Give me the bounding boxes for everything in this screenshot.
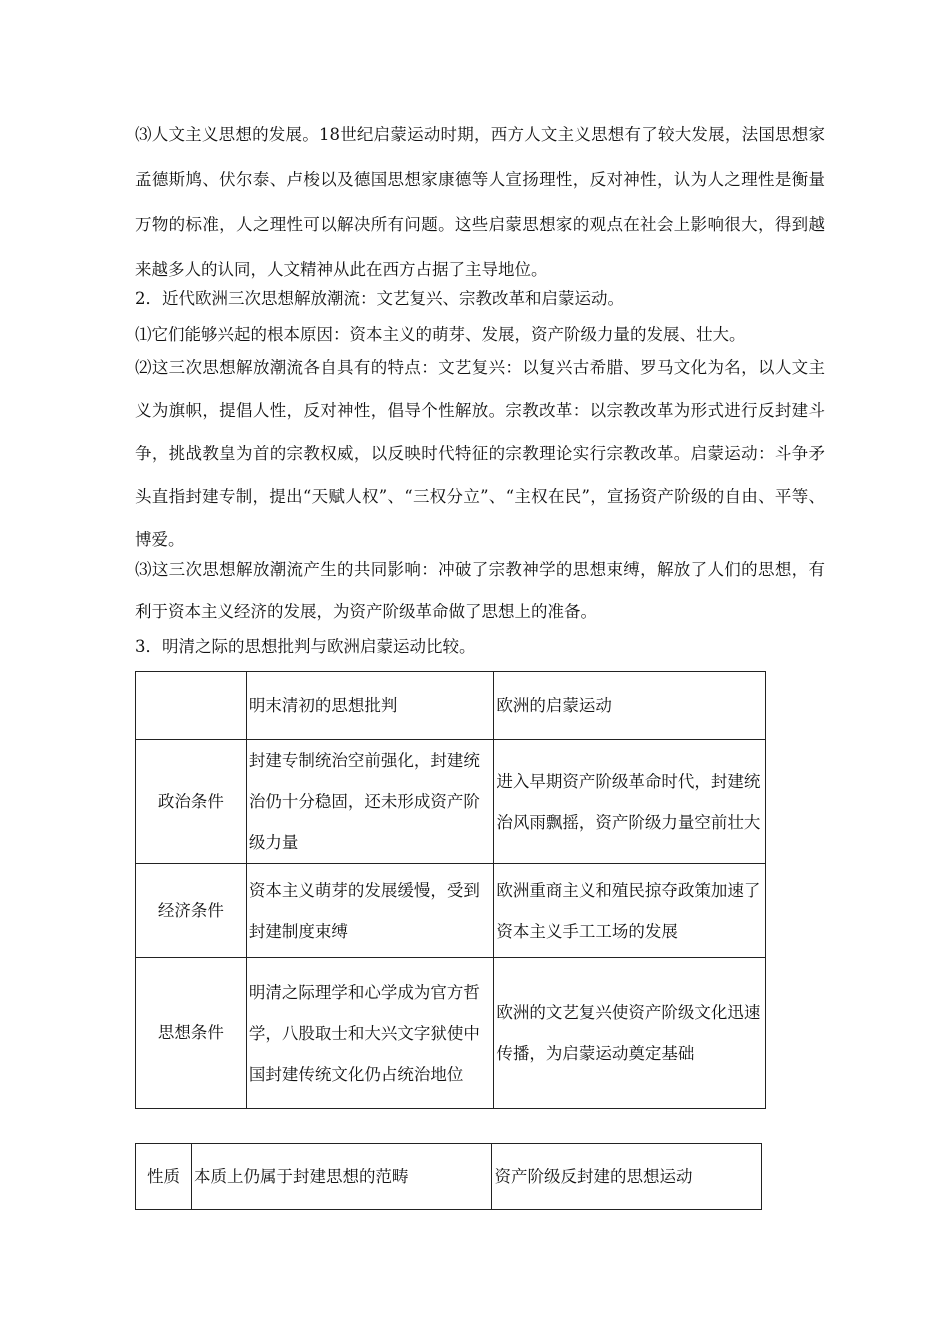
row-label-political: 政治条件 [136, 740, 247, 864]
cell-ming-qing-economic [246, 864, 494, 958]
table-row [136, 864, 766, 958]
row-label-nature: 性质 [136, 1144, 192, 1210]
table-header-row [136, 672, 766, 740]
comparison-table [135, 671, 766, 1109]
cell-europe-economic [494, 864, 766, 958]
nature-table [135, 1143, 762, 1210]
cell-ming-qing-ideological [246, 958, 494, 1109]
cell-text: 封建专制统治空前强化，封建统治仍十分稳固，还未形成资产阶级力量 [248, 751, 480, 852]
header-europe: 欧洲的启蒙运动 [494, 672, 766, 740]
cell-text: 明清之际理学和心学成为官方哲学，八股取士和大兴文字狱使中国封建传统文化仍占统治地位 [248, 982, 480, 1084]
table-row [136, 958, 766, 1109]
item2-point1: ⑴它们能够兴起的根本原因：资本主义的萌芽、发展，资产阶级力量的发展、壮大。 [135, 325, 746, 344]
header-empty-cell [136, 672, 247, 740]
row-label-economic: 经济条件 [136, 864, 247, 958]
header-ming-qing: 明末清初的思想批判 [246, 672, 494, 740]
cell-text: 资本主义萌芽的发展缓慢，受到封建制度束缚 [248, 880, 480, 941]
item2-point3: ⑶这三次思想解放潮流产生的共同影响：冲破了宗教神学的思想束缚，解放了人们的思想，有利于资本主义经济的发展，为资产阶级革命做了思想上的准备。 [135, 560, 825, 621]
cell-text: 欧洲的文艺复兴使资产阶级文化迅速传播，为启蒙运动奠定基础 [496, 1003, 761, 1063]
table-row [136, 1144, 762, 1210]
cell-ming-qing-political [246, 740, 494, 864]
paragraph-humanism: ⑶人文主义思想的发展。18世纪启蒙运动时期，西方人文主义思想有了较大发展，法国思想家孟德斯鸠、伏尔泰、卢梭以及德国思想家康德等人宣扬理性，反对神性，认为人之理性是衡量万物的标准，人之理性可以解决所有问题。这些启蒙思想家的观点在社会上影响很大，得到越来越多人的认同，人文精神从此在西方占据了主导地位。 [135, 125, 825, 279]
cell-europe-political [494, 740, 766, 864]
cell-text: 进入早期资产阶级革命时代，封建统治风雨飘摇，资产阶级力量空前壮大 [496, 771, 761, 832]
item3-heading: 3．明清之际的思想批判与欧洲启蒙运动比较。 [135, 637, 476, 656]
cell-europe-ideological [494, 958, 766, 1109]
item2-heading: 2．近代欧洲三次思想解放潮流：文艺复兴、宗教改革和启蒙运动。 [135, 289, 624, 308]
item2-point2: ⑵这三次思想解放潮流各自具有的特点：文艺复兴：以复兴古希腊、罗马文化为名，以人文主义为旗帜，提倡人性，反对神性，倡导个性解放。宗教改革：以宗教改革为形式进行反封建斗争，挑战教皇为首的宗教权威，以反映时代特征的宗教理论实行宗教改革。启蒙运动：斗争矛头直指封建专制，提出“天赋人权”、“三权分立”、“主权在民”，宣扬资产阶级的自由、平等、博爱。 [135, 358, 825, 549]
cell-ming-qing-nature: 本质上仍属于封建思想的范畴 [191, 1144, 492, 1210]
cell-europe-nature: 资产阶级反封建的思想运动 [492, 1144, 762, 1210]
row-label-ideological: 思想条件 [136, 958, 247, 1109]
table-row [136, 740, 766, 864]
cell-text: 欧洲重商主义和殖民掠夺政策加速了资本主义手工工场的发展 [496, 880, 761, 941]
